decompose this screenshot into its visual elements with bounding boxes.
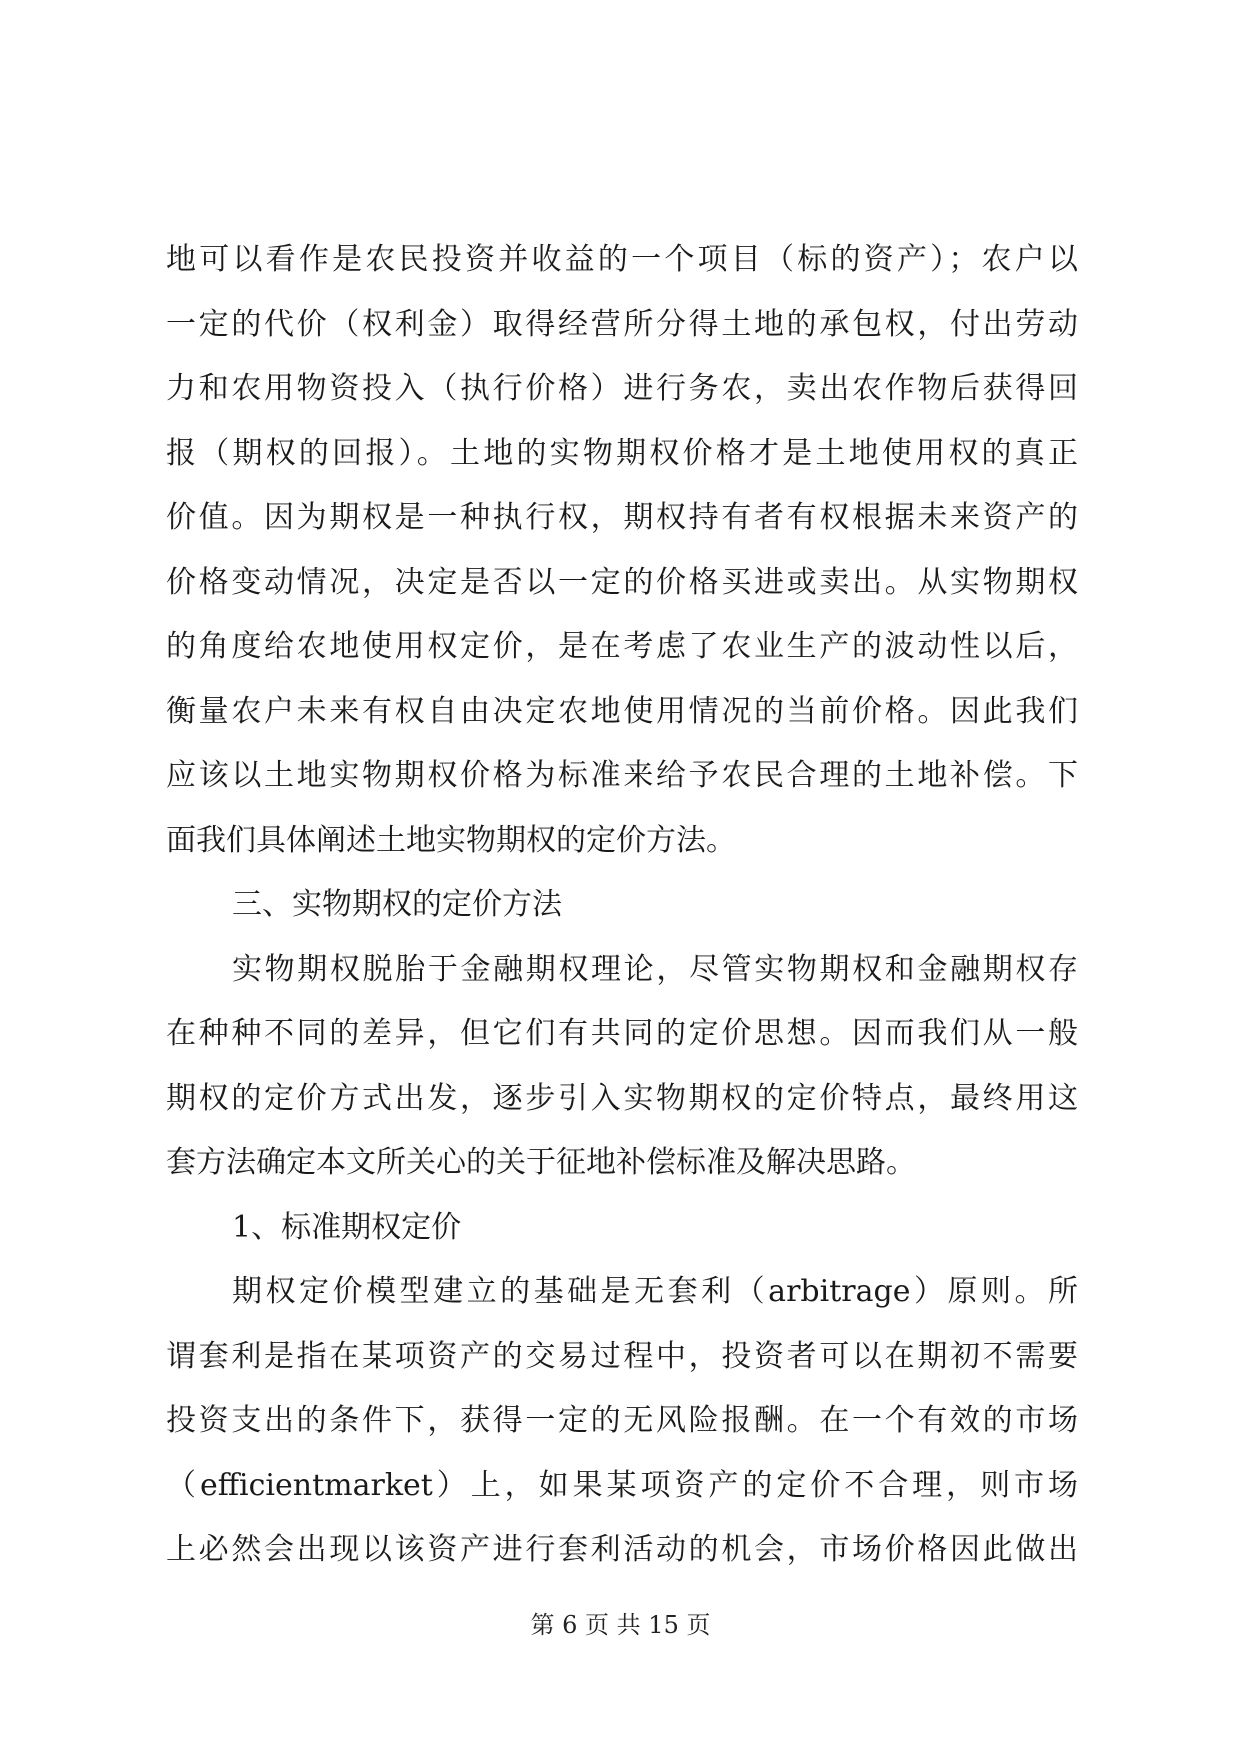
section-heading: 三、实物期权的定价方法 [232, 887, 562, 922]
text-line: 地可以看作是农民投资并收益的一个项目（标的资产）；农户以 [166, 242, 1078, 277]
body-text [166, 228, 1078, 1583]
text-line: 力和农用物资投入（执行价格）进行务农，卖出农作物后获得回 [166, 371, 1078, 406]
page-footer: 第 6 页 共 15 页 [530, 1611, 711, 1639]
text-line: 报（期权的回报）。土地的实物期权价格才是土地使用权的真正 [166, 435, 1078, 471]
text-line: 价值。因为期权是一种执行权，期权持有者有权根据未来资产的 [166, 500, 1078, 535]
text-line: 谓套利是指在某项资产的交易过程中，投资者可以在期初不需要 [166, 1338, 1078, 1374]
text-line: 价格变动情况，决定是否以一定的价格买进或卖出。从实物期权 [166, 564, 1078, 600]
text-line: 的角度给农地使用权定价，是在考虑了农业生产的波动性以后， [166, 629, 1078, 664]
text-line: 实物期权脱胎于金融期权理论，尽管实物期权和金融期权存 [232, 951, 1078, 987]
text-line: 期权定价模型建立的基础是无套利（arbitrage）原则。所 [232, 1274, 1078, 1309]
text-line: 在种种不同的差异，但它们有共同的定价思想。因而我们从一般 [166, 1016, 1078, 1051]
text-line: 套方法确定本文所关心的关于征地补偿标准及解决思路。 [166, 1145, 916, 1180]
text-line: 面我们具体阐述土地实物期权的定价方法。 [166, 822, 736, 858]
text-line: 上必然会出现以该资产进行套利活动的机会，市场价格因此做出 [166, 1532, 1078, 1567]
text-line: 投资支出的条件下，获得一定的无风险报酬。在一个有效的市场 [166, 1403, 1078, 1438]
text-line: 期权的定价方式出发，逐步引入实物期权的定价特点，最终用这 [166, 1080, 1078, 1116]
text-line: 一定的代价（权利金）取得经营所分得土地的承包权，付出劳动 [166, 306, 1078, 342]
text-line: 应该以土地实物期权价格为标准来给予农民合理的土地补偿。下 [166, 758, 1078, 793]
subsection-heading: 1、标准期权定价 [232, 1209, 462, 1245]
text-line: （efficientmarket）上，如果某项资产的定价不合理，则市场 [166, 1467, 1078, 1503]
text-line: 衡量农户未来有权自由决定农地使用情况的当前价格。因此我们 [166, 693, 1078, 729]
